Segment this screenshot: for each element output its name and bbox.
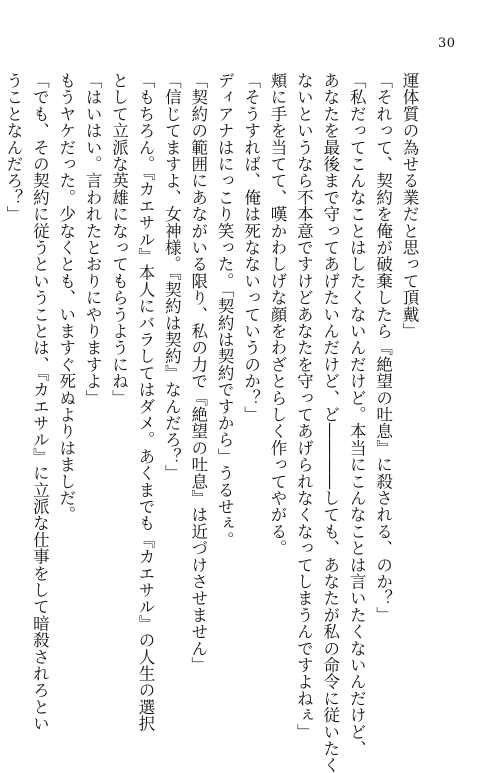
page-number: 30 <box>438 36 456 51</box>
text-line: 頬に手を当てて、嘆かわしげな顔をわざとらしく作ってやがる。 <box>267 72 287 557</box>
text-line: 「契約の範囲にあながいる限り、私の力で『絶望の吐息』は近づけさせません」 <box>188 72 208 674</box>
body-text <box>0 72 422 773</box>
text-line: もうヤケだった。少なくとも、いますぐ死ぬよりはましだ。 <box>56 72 76 523</box>
text-line: 「はいはい。言われたとおりにやりますよ」 <box>83 72 103 406</box>
text-line: 「でも、その契約に従うということは、『カエサル』に立派な仕事をして暗殺されろとい <box>30 72 50 732</box>
text-line: ディアナはにっこり笑った。「契約は契約ですから」うるせぇ。 <box>215 72 235 549</box>
text-line: 「それって、契約を俺が破棄したら『絶望の吐息』に殺される、のか？」 <box>373 72 393 624</box>
text-line: 「信じてますよ、女神様。『契約は契約』なんだろ？」 <box>162 72 182 482</box>
text-line: あなたを最後まで守ってあげたいんだけど、ど――――しても、あなたが私の命令に従いたく <box>320 72 340 773</box>
text-line: 運体質の為せる業だと思って頂戴」 <box>400 72 419 340</box>
text-line: 「そうすれば、俺は死なないっていうのか？」 <box>241 72 261 423</box>
text-line: 「私だってこんなことはしたくないんだけど。本当にこんなことは言いたくないんだけど、 <box>347 72 367 757</box>
text-line: 「もちろん。『カエサル』本人にバラしてはダメ。あくまでも『カエサル』の人生の選択 <box>135 72 155 732</box>
text-line: として立派な英雄になってもらうようにね」 <box>109 72 129 406</box>
text-line: ないというなら不本意ですけどあなたを守ってあげられなくなってしまうんですよねぇ」 <box>294 72 314 740</box>
text-line: うことなんだろ？」 <box>3 72 23 223</box>
